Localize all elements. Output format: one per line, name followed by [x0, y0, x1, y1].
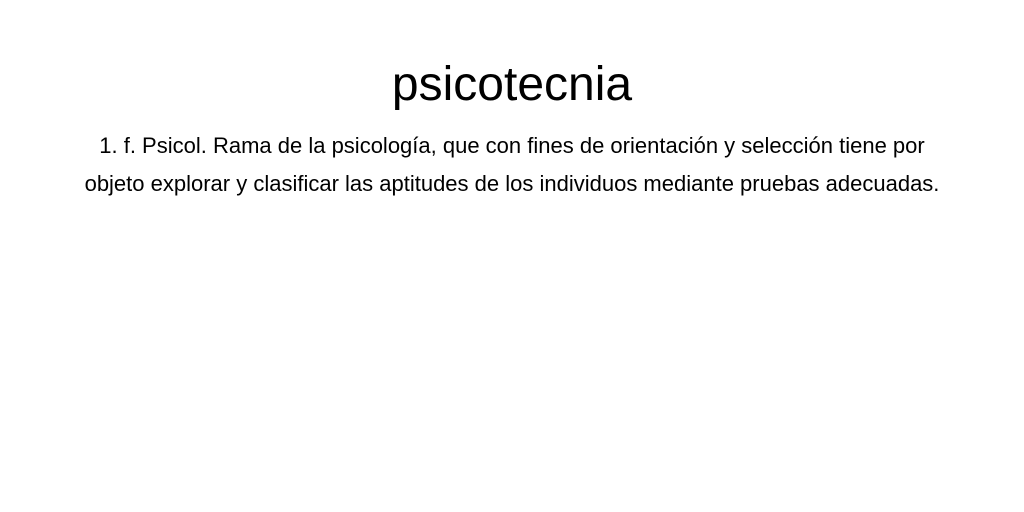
entry-definition: 1. f. Psicol. Rama de la psicología, que con fines de orientación y selección tiene por objeto explorar y clasificar las aptitudes de los individuos mediante pruebas adecuadas. — [84, 133, 940, 196]
entry-term: psicotecnia — [391, 58, 633, 111]
